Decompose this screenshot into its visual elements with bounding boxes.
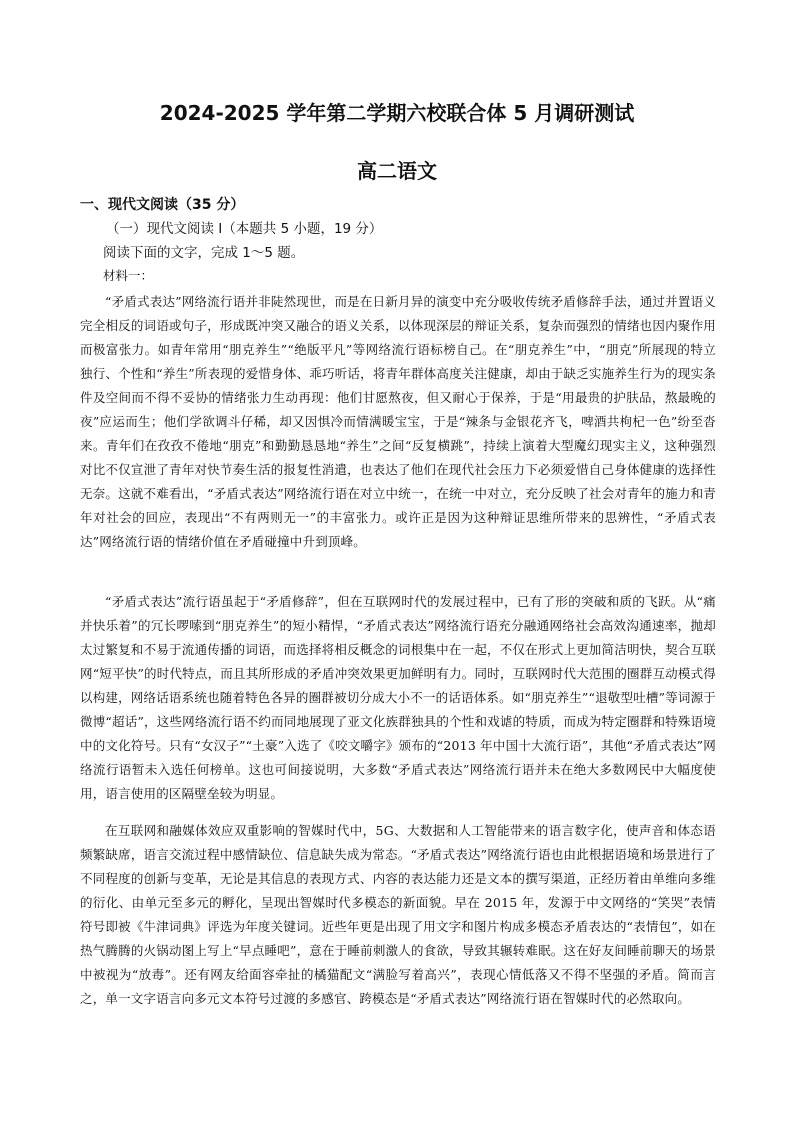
reading-instruction: 阅读下面的文字，完成 1～5 题。 — [103, 245, 305, 261]
section-heading: 一、现代文阅读（35 分） — [80, 197, 245, 213]
subsection-heading: （一）现代文阅读 I（本题共 5 小题，19 分） — [106, 221, 383, 237]
paragraph-1: “矛盾式表达”网络流行语并非陡然现世，而是在日新月异的演变中充分吸收传统矛盾修辞手法，通过并置语义完全相反的词语或句子，形成既冲突又融合的语义关系，以体现深层的辩证关系，复杂而强烈的情绪也因内聚作用而极富张力。如青年常用“朋克养生”“绝版平凡”等网络流行语标榜自己。在“朋克养生”中，“朋克”所展现的特立独行、个性和“养生”所表现的爱惜身体、乖巧听话，将青年群体高度关注健康，却由于缺乏实施养生行为的现实条件及空间而不得不妥协的情绪张力生动再现：他们甘愿熬夜，但又耐心于保养，于是“用最贵的护肤品，熬最晚的夜”应运而生；他们学欲调斗仔稀，却又因惧冷而情满暖宝宝，于是“辣条与金银花齐飞，啤酒共枸杞一色”纷至沓来。青年们在孜孜不倦地“朋克”和勤勤恳恳地“养生”之间“反复横跳”，持续上演着大型魔幻现实主义，这种强烈对比不仅宣泄了青年对快节奏生活的报复性消遣，也表达了他们在现代社会压力下必须爱惜自己身体健康的选择性无奈。这就不难看出，“矛盾式表达”网络流行语在对立中统一，在统一中对立，充分反映了社会对青年的施力和青年对社会的回应，表现出“不有两则无一”的丰富张力。或许正是因为这种辩证思维所带来的思辨性，“矛盾式表达”网络流行语的情绪价值在矛盾碰撞中升到顶峰。 — [80, 294, 716, 549]
exam-title: 2024-2025 学年第二学期六校联合体 5 月调研测试 — [159, 101, 635, 125]
paragraph-3: 在互联网和融媒体效应双重影响的智媒时代中，5G、大数据和人工智能带来的语言数字化，使声音和体态语频繁缺席，语言交流过程中感情缺位、信息缺失成为常态。“矛盾式表达”网络流行语也由此根据语境和场景进行了不同程度的创新与变革，无论是其信息的表现方式、内容的表达能力还是文本的撰写渠道，正经历着由单维向多维的衍化、由单元至多元的孵化，呈现出智媒时代多模态的新面貌。早在 2015 年，发源于中文网络的“笑哭”表情符号即被《牛津词典》评选为年度关键词。近些年更是出现了用文字和图片构成多模态矛盾表达的“表情包”，如在热气腾腾的火锅动图上写上“早点睡吧”，意在于睡前刺激人的食欲，导致其辗转难眠。这在好友间睡前聊天的场景中被视为“放毒”。还有网友给面容牵扯的橘猫配文“满脸写着高兴”，表现心情低落又不得不坚强的矛盾。简而言之，单一文字语言向多元文本符号过渡的多感官、跨模态是“矛盾式表达”网络流行语在智媒时代的必然取向。 — [80, 823, 716, 1006]
subject-title: 高二语文 — [357, 159, 437, 183]
material-label: 材料一： — [103, 268, 154, 283]
paragraph-2: “矛盾式表达”流行语虽起于“矛盾修辞”，但在互联网时代的发展过程中，已有了形的突破和质的飞跃。从“痛并快乐着”的冗长啰嗦到“朋克养生”的短小精悍，“矛盾式表达”网络流行语充分融通网络社会高效沟通速率，抛却太过繁复和不易于流通传播的词语，而选择将相反概念的词根集中在一起，不仅在形式上更加简洁明快，契合互联网“短平快”的时代特点，而且其所形成的矛盾冲突效果更加鲜明有力。同时，互联网时代大范围的圈群互动模式得以构建，网络话语系统也随着特色各异的圈群被切分成大小不一的话语体系。如“朋克养生”“退敬型吐槽”等词源于微博“超话”，这些网络流行语不约而同地展现了亚文化族群独具的个性和戏谑的特质，而成为特定圈群和特殊语境中的文化符号。只有“女汉子”“土豪”入选了《咬文嚼字》颁布的“2013 年中国十大流行语”，其他“矛盾式表达”网络流行语暂未入选任何榜单。这也可间接说明，大多数“矛盾式表达”网络流行语并未在绝大多数网民中大幅度使用，语言使用的区隔壁垒较为明显。 — [80, 594, 716, 801]
